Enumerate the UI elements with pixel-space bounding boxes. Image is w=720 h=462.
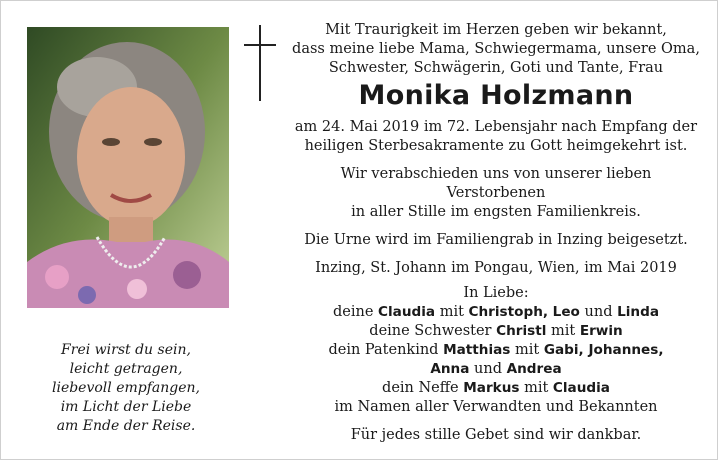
urn-line: Die Urne wird im Familiengrab in Inzing beigesetzt. bbox=[304, 232, 688, 248]
poem bbox=[31, 341, 221, 436]
deceased-name: Monika Holzmann bbox=[358, 80, 634, 111]
farewell-line-2: in aller Stille im engsten Familienkreis. bbox=[351, 204, 641, 220]
in-liebe-heading: In Liebe: bbox=[463, 285, 529, 301]
poem-line-5: am Ende der Reise. bbox=[56, 418, 196, 434]
mourner-line-2: deine Schwester Christl mit Erwin bbox=[369, 323, 623, 339]
intro-line-2: dass meine liebe Mama, Schwiegermama, unsere Oma, bbox=[292, 41, 700, 57]
intro-line-3: Schwester, Schwägerin, Goti und Tante, Frau bbox=[328, 60, 664, 76]
farewell-line-1: Wir verabschieden uns von unserer lieben Verstorbenen bbox=[340, 166, 652, 201]
poem-line-2: leicht getragen, bbox=[69, 361, 183, 377]
mourner-line-5: dein Neffe Markus mit Claudia bbox=[382, 380, 610, 396]
cross-icon bbox=[244, 25, 276, 101]
mourner-line-3: dein Patenkind Matthias mit Gabi, Johannes, bbox=[328, 342, 664, 358]
death-line-2: heiligen Sterbesakramente zu Gott heimgekehrt ist. bbox=[304, 138, 688, 154]
poem-line-4: im Licht der Liebe bbox=[60, 399, 192, 415]
mourner-line-6: im Namen aller Verwandten und Bekannten bbox=[334, 399, 658, 415]
poem-line-3: liebevoll empfangen, bbox=[51, 380, 200, 396]
intro-line-1: Mit Traurigkeit im Herzen geben wir bekannt, bbox=[325, 22, 667, 38]
mourner-line-1: deine Claudia mit Christoph, Leo und Linda bbox=[333, 304, 659, 320]
thanks-line: Für jedes stille Gebet sind wir dankbar. bbox=[350, 427, 642, 443]
obituary-text bbox=[291, 21, 701, 445]
death-line-1: am 24. Mai 2019 im 72. Lebensjahr nach Empfang der bbox=[294, 119, 698, 135]
poem-line-1: Frei wirst du sein, bbox=[61, 342, 191, 358]
portrait-photo bbox=[27, 27, 229, 308]
mourner-line-4: Anna und Andrea bbox=[430, 361, 562, 377]
place-date: Inzing, St. Johann im Pongau, Wien, im Mai 2019 bbox=[315, 260, 677, 276]
